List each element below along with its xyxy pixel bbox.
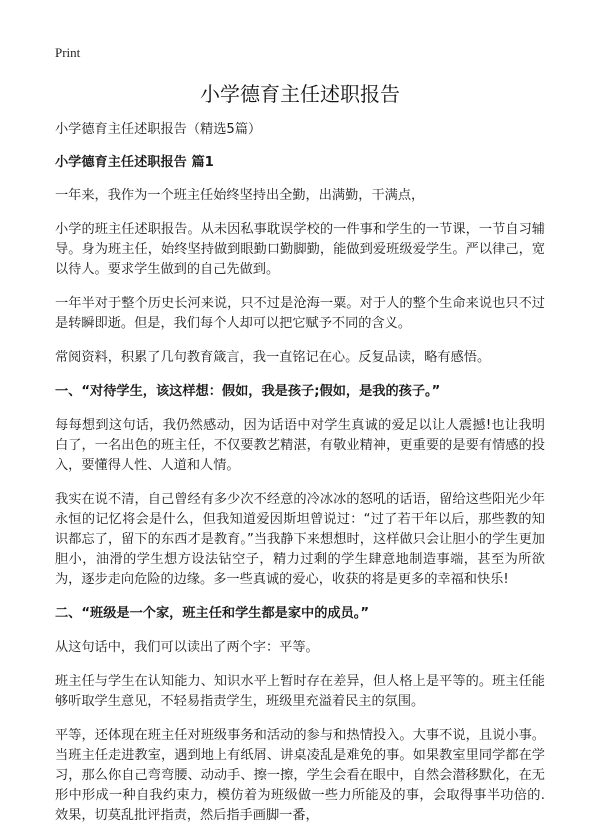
paragraph: 从这句话中，我们可以读出了两个字：平等。 <box>55 640 319 655</box>
paragraph: 班主任与学生在认知能力、知识水平上暂时存在差异，但人格上是平等的。班主任能够听取学生意见，不轻易指责学生，班级里充溢着民主的氛围。 <box>55 674 545 709</box>
document-title: 小学德育主任述职报告 <box>200 82 400 106</box>
paragraph: 小学的班主任述职报告。从未因私事耽误学校的一件事和学生的一节课，一节自习辅导。身为班主任，始终坚持做到眼勤口勤脚勤，能做到爱班级爱学生。严以律己，宽以待人。要求学生做到的自己先做到。 <box>55 222 545 277</box>
subheading-1: 一、“对待学生，该这样想：假如，我是孩子;假如，是我的孩子。” <box>55 384 441 399</box>
paragraph: 每每想到这句话，我仍然感动，因为话语中对学生真诚的爱足以让人震撼!也让我明白了，一名出色的班主任，不仅要教艺精湛，有敬业精神，更重要的是要有情感的投入，要懂得人性、人道和人情。 <box>55 418 545 473</box>
document-subtitle: 小学德育主任述职报告（精选5篇） <box>55 122 262 137</box>
paragraph: 平等，还体现在班主任对班级事务和活动的参与和热情投入。大事不说，且说小事。当班主任走进教室，遇到地上有纸屑、讲桌凌乱是难免的事。如果教室里同学都在学习，那么你自己弯弯腰、动动手、擦一擦，学生会看在眼中，自然会潜移默化，在无形中形成一种自我约束力，模仿着为班级做一些力所能及的事，会取得事半功倍的.效果，切莫乱批评指责，然后指手画脚一番， <box>55 728 545 823</box>
paragraph: 一年半对于整个历史长河来说，只不过是沧海一粟。对于人的整个生命来说也只不过是转瞬即逝。但是，我们每个人却可以把它赋予不同的含义。 <box>55 296 545 331</box>
print-link[interactable]: Print <box>55 45 81 60</box>
paragraph: 我实在说不清，自己曾经有多少次不经意的冷冰冰的怒吼的话语，留给这些阳光少年永恒的记忆将会是什么，但我知道爱因斯坦曾说过：“过了若干年以后，那些教的知识都忘了，留下的东西才是教育。”当我静下来想想时，这样做只会让胆小的学生更加胆小，油滑的学生想方设法钻空子，精力过剩的学生肆意地制造事端，甚至为所欲为，逐步走向危险的边缘。多一些真诚的爱心，收获的将是更多的幸福和快乐! <box>55 492 545 587</box>
subheading-2: 二、“班级是一个家，班主任和学生都是家中的成员。” <box>55 606 370 621</box>
section-title: 小学德育主任述职报告 篇1 <box>55 155 214 170</box>
document-body <box>55 120 545 840</box>
paragraph: 常阅资料，积累了几句教育箴言，我一直铭记在心。反复品读，略有感悟。 <box>55 350 491 365</box>
paragraph: 一年来，我作为一个班主任始终坚持出全勤，出满勤，干满点， <box>55 188 425 203</box>
